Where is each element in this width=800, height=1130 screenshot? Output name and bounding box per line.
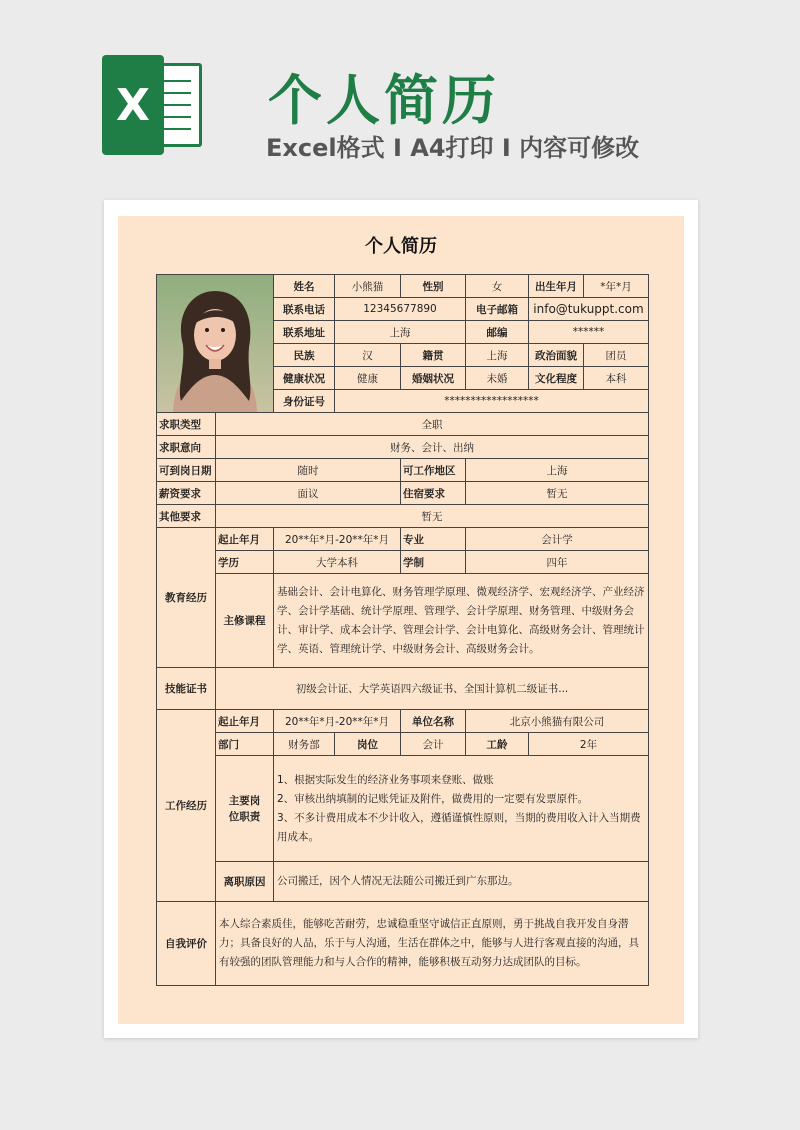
value-name: 小熊猫 bbox=[335, 275, 401, 298]
value-marital: 未婚 bbox=[466, 367, 529, 390]
value-job-intent: 财务、会计、出纳 bbox=[216, 436, 649, 459]
value-origin: 上海 bbox=[466, 344, 529, 367]
value-leave-reason: 公司搬迁，因个人情况无法随公司搬迁到广东那边。 bbox=[274, 862, 649, 902]
value-political: 团员 bbox=[584, 344, 649, 367]
label-phone: 联系电话 bbox=[274, 298, 335, 321]
label-job-type: 求职类型 bbox=[157, 413, 216, 436]
label-work-area: 可工作地区 bbox=[401, 459, 466, 482]
label-origin: 籍贯 bbox=[401, 344, 466, 367]
value-post: 会计 bbox=[401, 733, 466, 756]
duty-item: 3、不多计费用成本不少计收入，遵循谨慎性原则，当期的费用收入计入当期费用成本。 bbox=[277, 811, 641, 843]
label-other-req: 其他要求 bbox=[157, 505, 216, 528]
label-degree: 学历 bbox=[216, 551, 274, 574]
label-duties-line-2: 位职责 bbox=[228, 810, 261, 823]
value-email: info@tukuppt.com bbox=[529, 298, 649, 321]
value-edu-period: 20**年*月-20**年*月 bbox=[274, 528, 401, 551]
duty-item: 2、审核出纳填制的记账凭证及附件，做费用的一定要有发票原件。 bbox=[277, 792, 589, 805]
label-marital: 婚姻状况 bbox=[401, 367, 466, 390]
resume-paper bbox=[104, 200, 698, 1038]
portrait-image bbox=[157, 275, 273, 412]
page-subtitle: Excel格式 Ⅰ A4打印 Ⅰ 内容可修改 bbox=[266, 134, 640, 162]
label-tenure: 工龄 bbox=[466, 733, 529, 756]
value-salary: 面议 bbox=[216, 482, 401, 505]
label-school-years: 学制 bbox=[401, 551, 466, 574]
value-start-date: 随时 bbox=[216, 459, 401, 482]
label-edu-period: 起止年月 bbox=[216, 528, 274, 551]
value-job-type: 全职 bbox=[216, 413, 649, 436]
label-zip: 邮编 bbox=[466, 321, 529, 344]
header bbox=[0, 0, 800, 195]
value-gender: 女 bbox=[466, 275, 529, 298]
value-zip: ****** bbox=[529, 321, 649, 344]
label-ethnic: 民族 bbox=[274, 344, 335, 367]
value-major: 会计学 bbox=[466, 528, 649, 551]
sheet-title: 个人简历 bbox=[365, 236, 437, 257]
label-edu-level: 文化程度 bbox=[529, 367, 584, 390]
label-post: 岗位 bbox=[335, 733, 401, 756]
value-phone: 12345677890 bbox=[335, 298, 466, 321]
label-leave-reason: 离职原因 bbox=[216, 862, 274, 902]
label-health: 健康状况 bbox=[274, 367, 335, 390]
value-housing: 暂无 bbox=[466, 482, 649, 505]
section-self-eval: 自我评价 bbox=[157, 902, 216, 986]
section-education: 教育经历 bbox=[157, 528, 216, 668]
value-duties bbox=[274, 756, 649, 862]
page-title: 个人简历 bbox=[268, 69, 500, 132]
resume-sheet bbox=[118, 216, 684, 1024]
value-edu-level: 本科 bbox=[584, 367, 649, 390]
value-work-period: 20**年*月-20**年*月 bbox=[274, 710, 401, 733]
resume-table bbox=[156, 274, 649, 986]
label-name: 姓名 bbox=[274, 275, 335, 298]
value-health: 健康 bbox=[335, 367, 401, 390]
value-other-req: 暂无 bbox=[216, 505, 649, 528]
value-courses: 基础会计、会计电算化、财务管理学原理、微观经济学、宏观经济学、产业经济学、会计学基础、统计学原理、管理学、会计学原理、财务管理、中级财务会计、审计学、成本会计学、管理会计学、会计电算化、高级财务会计、管理统计学、英语、管理统计学、中级财务会计、高级财务会计。 bbox=[274, 574, 649, 668]
value-work-area: 上海 bbox=[466, 459, 649, 482]
excel-logo-icon: X bbox=[102, 55, 204, 155]
label-job-intent: 求职意向 bbox=[157, 436, 216, 459]
label-start-date: 可到岗日期 bbox=[157, 459, 216, 482]
label-housing: 住宿要求 bbox=[401, 482, 466, 505]
label-work-period: 起止年月 bbox=[216, 710, 274, 733]
value-ethnic: 汉 bbox=[335, 344, 401, 367]
value-id: ****************** bbox=[335, 390, 649, 413]
duty-item: 1、根据实际发生的经济业务事项来登账、做账 bbox=[277, 773, 494, 786]
label-birth: 出生年月 bbox=[529, 275, 584, 298]
label-duties-line-1: 主要岗 bbox=[228, 794, 261, 807]
value-address: 上海 bbox=[335, 321, 466, 344]
label-company: 单位名称 bbox=[401, 710, 466, 733]
label-major: 专业 bbox=[401, 528, 466, 551]
section-work: 工作经历 bbox=[157, 710, 216, 902]
value-degree: 大学本科 bbox=[274, 551, 401, 574]
value-school-years: 四年 bbox=[466, 551, 649, 574]
value-self-eval: 本人综合素质佳，能够吃苦耐劳，忠诚稳重坚守诚信正直原则，勇于挑战自我开发自身潜力；具备良好的人品，乐于与人沟通，生活在群体之中，能够与人进行客观直接的沟通，具有较强的团队管理能力和与人合作的精神，能够积极互动努力达成团队的目标。 bbox=[216, 902, 649, 986]
label-id: 身份证号 bbox=[274, 390, 335, 413]
label-courses: 主修课程 bbox=[216, 574, 274, 668]
label-salary: 薪资要求 bbox=[157, 482, 216, 505]
label-duties bbox=[216, 756, 274, 862]
value-skills: 初级会计证、大学英语四六级证书、全国计算机二级证书... bbox=[216, 668, 649, 710]
value-company: 北京小熊猫有限公司 bbox=[466, 710, 649, 733]
label-email: 电子邮箱 bbox=[466, 298, 529, 321]
label-political: 政治面貌 bbox=[529, 344, 584, 367]
profile-photo bbox=[157, 275, 274, 413]
label-gender: 性别 bbox=[401, 275, 466, 298]
section-skills: 技能证书 bbox=[157, 668, 216, 710]
value-birth: *年*月 bbox=[584, 275, 649, 298]
label-dept: 部门 bbox=[216, 733, 274, 756]
value-tenure: 2年 bbox=[529, 733, 649, 756]
value-dept: 财务部 bbox=[274, 733, 335, 756]
label-address: 联系地址 bbox=[274, 321, 335, 344]
